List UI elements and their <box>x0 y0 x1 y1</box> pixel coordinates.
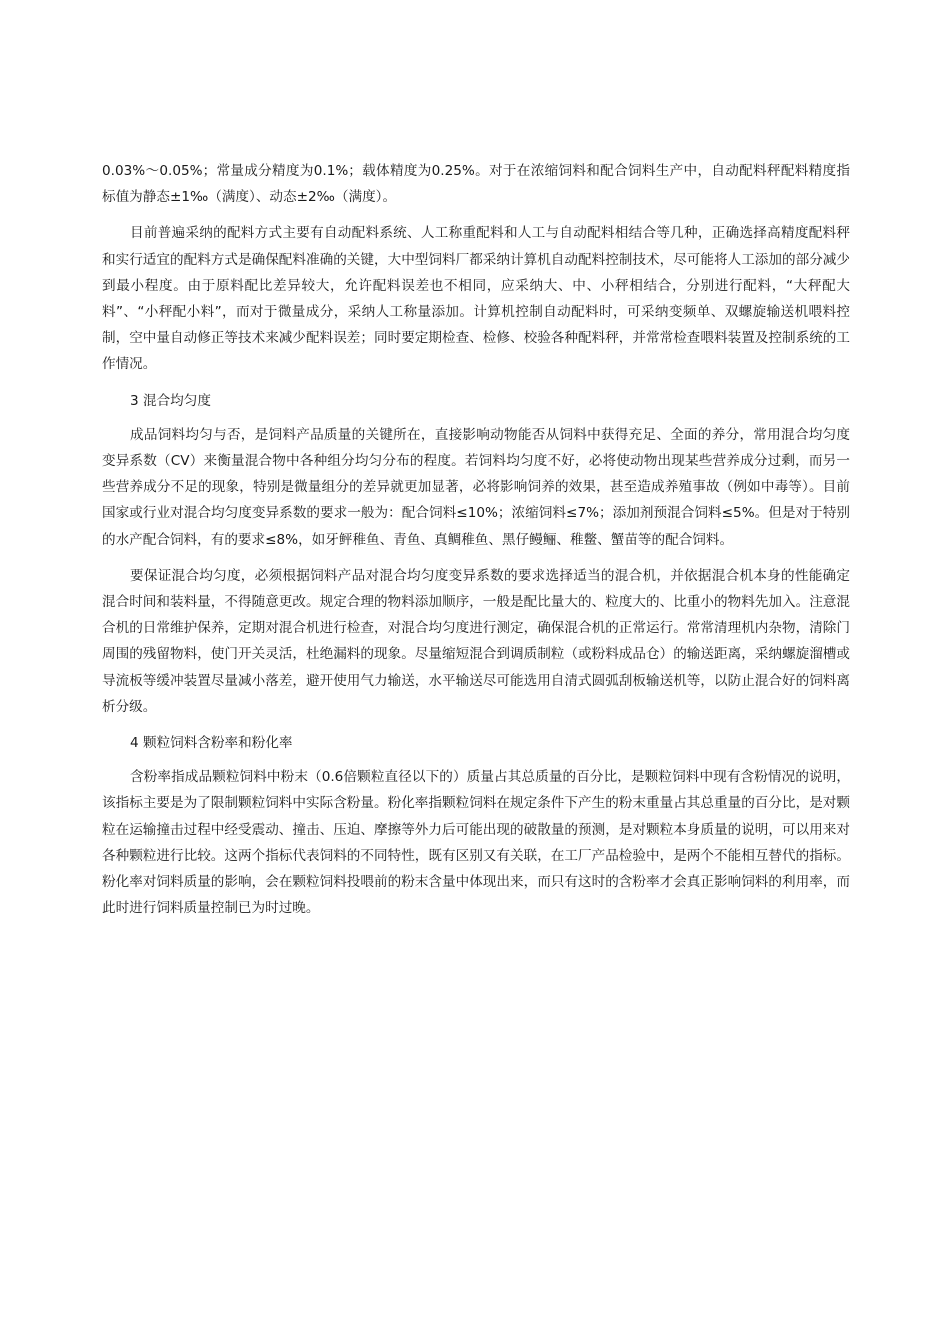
paragraph-pellet-fines: 含粉率指成品颗粒饲料中粉末（0.6倍颗粒直径以下的）质量占其总质量的百分比，是颗粒饲料中现有含粉情况的说明，该指标主要是为了限制颗粒饲料中实际含粉量。粉化率指颗粒饲料在规定条件下产生的粉末重量占其总重量的百分比，是对颗粒在运输撞击过程中经受震动、撞击、压迫、摩擦等外力后可能出现的破散量的预测，是对颗粒本身质量的说明，可以用来对各种颗粒进行比较。这两个指标代表饲料的不同特性，既有区别又有关联，在工厂产品检验中，是两个不能相互替代的指标。粉化率对饲料质量的影响，会在颗粒饲料投喂前的粉末含量中体现出来，而只有这时的含粉率才会真正影响饲料的利用率，而此时进行饲料质量控制已为时过晚。 <box>102 769 850 917</box>
section-heading-mixing-uniformity: 3 混合均匀度 <box>130 392 211 409</box>
paragraph-mixing-cv: 成品饲料均匀与否，是饲料产品质量的关键所在，直接影响动物能否从饲料中获得充足、全面的养分，常用混合均匀度变异系数（CV）来衡量混合物中各种组分均匀分布的程度。若饲料均匀度不好，必将使动物出现某些营养成分过剩，而另一些营养成分不足的现象，特别是微量组分的差异就更加显著，必将影响饲养的效果，甚至造成养殖事故（例如中毒等）。目前国家或行业对混合均匀度变异系数的要求一般为：配合饲料≤10%；浓缩饲料≤7%；添加剂预混合饲料≤5%。但是对于特别的水产配合饲料，有的要求≤8%，如牙鲆稚鱼、青鱼、真鲷稚鱼、黑仔鳗鲡、稚鳖、蟹苗等的配合饲料。 <box>102 426 850 548</box>
paragraph-precision-continued: 0.03%～0.05%；常量成分精度为0.1%；载体精度为0.25%。对于在浓缩饲料和配合饲料生产中，自动配料秤配料精度指标值为静态±1‰（满度）、动态±2‰（满度）。 <box>102 163 850 206</box>
document-body <box>102 158 850 931</box>
section-heading-pellet-fines: 4 颗粒饲料含粉率和粉化率 <box>130 735 293 752</box>
paragraph-mixing-control: 要保证混合均匀度，必须根据饲料产品对混合均匀度变异系数的要求选择适当的混合机，并依据混合机本身的性能确定混合时间和装料量，不得随意更改。规定合理的物料添加顺序，一般是配比量大的、粒度大的、比重小的物料先加入。注意混合机的日常维护保养，定期对混合机进行检查，对混合均匀度进行测定，确保混合机的正常运行。常常清理机内杂物，清除门周围的残留物料，使门开关灵活，杜绝漏料的现象。尽量缩短混合到调质制粒（或粉料成品仓）的输送距离，采纳螺旋溜槽或导流板等缓冲装置尽量减小落差，避开使用气力输送，水平输送尽可能选用自清式圆弧刮板输送机等，以防止混合好的饲料离析分级。 <box>102 567 850 715</box>
paragraph-batching-methods: 目前普遍采纳的配料方式主要有自动配料系统、人工称重配料和人工与自动配料相结合等几种，正确选择高精度配料秤和实行适宜的配料方式是确保配料准确的关键，大中型饲料厂都采纳计算机自动配料控制技术，尽可能将人工添加的部分减少到最小程度。由于原料配比差异较大，允许配料误差也不相同，应采纳大、中、小秤相结合，分别进行配料，“大秤配大料”、“小秤配小料”，而对于微量成分，采纳人工称量添加。计算机控制自动配料时，可采纳变频单、双螺旋输送机喂料控制，空中量自动修正等技术来减少配料误差；同时要定期检查、检修、校验各种配料秤，并常常检查喂料装置及控制系统的工作情况。 <box>102 225 850 373</box>
